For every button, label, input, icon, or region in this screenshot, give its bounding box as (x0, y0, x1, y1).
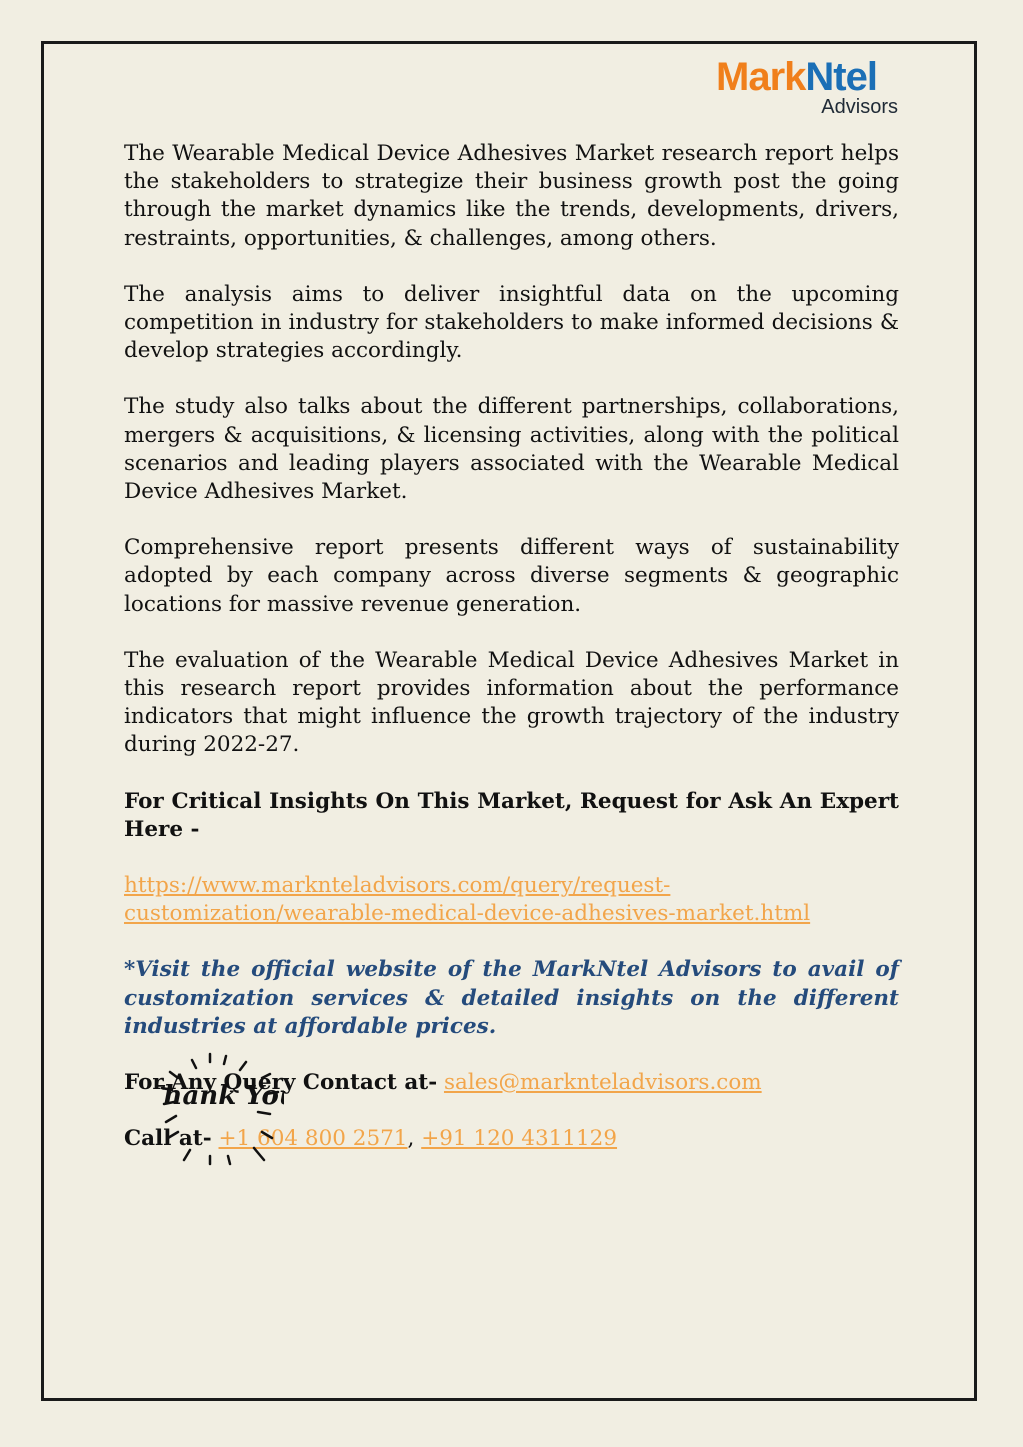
report-link-line1[interactable]: https://www.marknteladvisors.com/query/request- (124, 873, 671, 899)
paragraph-comprehensive: Comprehensive report presents different ways of sustainability adopted by each company across diverse segments & geographic locations for massive revenue generation. (124, 535, 899, 617)
thank-you-text: hank Yo (163, 1081, 279, 1111)
report-link-line2[interactable]: customization/wearable-medical-device-adhesives-market.html (124, 901, 811, 927)
document-body (124, 140, 899, 1181)
thank-you-lettering-icon (158, 1052, 284, 1168)
logo-subtitle: Advisors (821, 96, 898, 118)
paragraph-intro: The Wearable Medical Device Adhesives Market research report helps the stakeholders to strategize their business growth post the going through the market dynamics like the trends, developments, drivers, restraints, opportunities, & challenges, among others. (124, 141, 899, 251)
call-label: Call at- (124, 1126, 212, 1152)
cta-link-block (124, 872, 899, 928)
phone-link-2[interactable]: +91 120 4311129 (421, 1126, 618, 1152)
phone-link-1[interactable]: +1 604 800 2571 (218, 1126, 408, 1152)
phone-separator: , (407, 1126, 415, 1152)
logo-ntel-text: Ntel (805, 55, 877, 99)
email-link[interactable]: sales@marknteladvisors.com (443, 1070, 762, 1096)
query-contact-label: For Any Query Contact at- (124, 1070, 438, 1096)
cta-heading: For Critical Insights On This Market, Request for Ask An Expert Here - (124, 788, 899, 842)
paragraph-evaluation: The evaluation of the Wearable Medical Device Adhesives Market in this research report provides information about the performance indicators that might influence the growth trajectory of the industry during 2022-27. (124, 647, 899, 758)
logo-wordmark (716, 56, 906, 98)
logo-mark-text: Mark (716, 55, 806, 99)
paragraph-analysis: The analysis aims to deliver insightful data on the upcoming competition in industry for stakeholders to make informed decisions & develop strategies accordingly. (124, 281, 899, 364)
marknetel-logo (716, 56, 906, 122)
visit-website-note: *Visit the official website of the MarkNtel Advisors to avail of customization services & detailed insights on the different industries at affordable prices. (124, 957, 899, 1039)
paragraph-study: The study also talks about the different partnerships, collaborations, mergers & acquisitions, & licensing activities, along with the political scenarios and leading players associated with the Wearable Medical Device Adhesives Market. (124, 394, 899, 505)
